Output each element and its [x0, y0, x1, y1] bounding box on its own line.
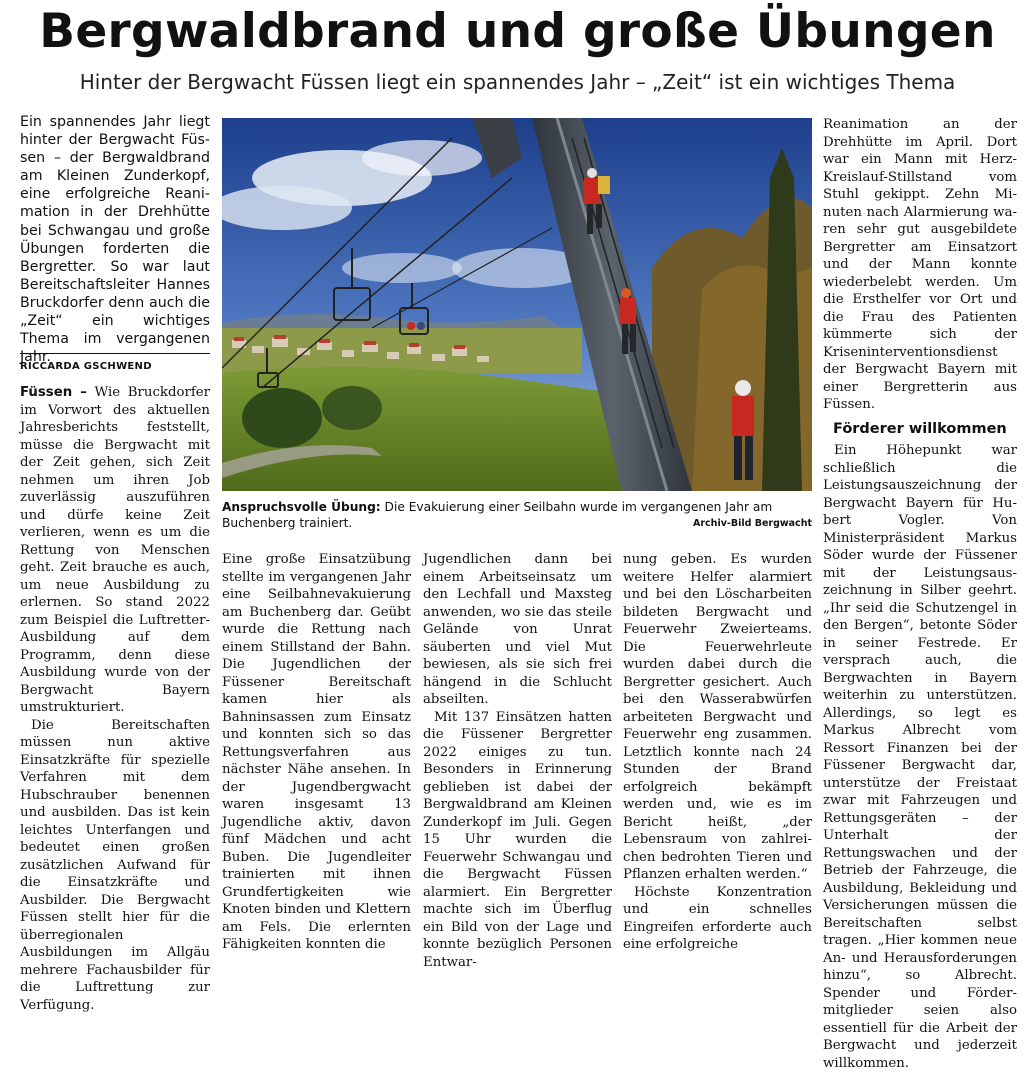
photo-credit: Archiv-Bild Bergwacht — [693, 518, 812, 529]
paragraph: Höchste Konzentration und ein schnelles Eingreifen erforderte auch eine erfolgreiche — [623, 884, 812, 952]
paragraph: Jugendlichen dann bei einem Arbeitseinsatz um den Lechfall und Maxsteg anwenden, wo sie das steile Gelände von Unrat säuberten und viel Mut bewiesen, als sie sich frei hängend in die Schlucht abseilten. — [423, 552, 612, 707]
paragraph: Mit 137 Einsätzen hatten die Füssener Bergretter 2022 einiges zu tun. Besonders in Erinnerung geblieben ist dabei der Bergwaldbrand am Kleinen Zunderkopf im Juli. Gegen 15 Uhr wurden die Feuerwehr Schwangau und die Bergwacht Füssen alarmiert. Ein Bergretter machte sich im Überflug ein Bild von der Lage und konnte bezüglich Personen Entwar- — [423, 709, 612, 970]
paragraph: nung geben. Es wurden weitere Helfer alarmiert und bei den Löscharbeiten bildeten Bergwacht und Feuerwehr Zweierteams. Die Feuerwehrleute wurden dabei durch die Bergretter gesichert. Auch bei den Wasserabwürfen arbeiteten Bergwacht und Feuerwehr eng zusammen. Letztlich konnte nach 24 Stunden der Brand erfolgreich bekämpft werden und, wie es im Bericht heißt, „der Lebensraum von zahlreichen bedrohten Tieren und Pflanzen erhalten werden.“ — [623, 552, 812, 882]
article-photo — [222, 118, 812, 491]
paragraph: Reanimation an der Drehhütte im April. Dort war ein Mann mit Herz-Kreislauf-Stillstand vom Stuhl gekippt. Zehn Minuten nach Alarmierung waren sehr gut ausgebildete Bergretter am Einsatzort und der Mann konnte wiederbelebt werden. Um die Ersthelfer vor Ort und die Frau des Patienten kümmerte sich der Kriseninterventionsdienst der Bergwacht Bayern mit einer Bergretterin aus Füssen. — [823, 117, 1017, 412]
section-subheading: Förderer willkommen — [833, 420, 1007, 437]
caption-text: Die Evakuierung einer Seilbahn wurde im vergangenen Jahr am Buchenberg trainiert. — [222, 500, 773, 530]
lead-paragraph: Ein spannendes Jahr liegt hinter der Bergwacht Füssen – der Bergwaldbrand am Kleinen Zunderkopf, eine erfolgreiche Reanimation in der Drehhütte bei Schwangau und große Übungen forderten die Bergretter. So war laut Bereitschaftsleiter Hannes Bruckdorfer denn auch die „Zeit“ ein wichtiges Thema im vergangenen Jahr. — [20, 114, 210, 366]
subheadline: Hinter der Bergwacht Füssen liegt ein spannendes Jahr – „Zeit“ ist ein wichtiges Thema — [79, 70, 956, 94]
article-column-1 — [20, 384, 210, 1014]
author-divider — [20, 353, 210, 354]
author-byline: RICCARDA GSCHWEND — [20, 361, 152, 372]
article-column-3 — [423, 551, 612, 971]
chairlift-rescue-photo — [222, 118, 812, 491]
article-column-5 — [823, 116, 1017, 1072]
paragraph: Die Bereitschaften müssen nun aktive Einsatzkräfte für spezielle Verfahren mit dem Hubschrauber benennen und ausbilden. Das ist kein leichtes Unterfangen und bedeutet einen großen zusätzlichen Aufwand für die Einsatzkräfte und Ausbilder. Die Bergwacht Füssen stellt hier für die überregionalen Ausbildungen im Allgäu mehrere Fachausbilder für die Luftrettung zur Verfügung. — [20, 717, 210, 1013]
headline: Bergwaldbrand und große Übungen — [39, 4, 996, 59]
article-column-4 — [623, 551, 812, 954]
dateline: Füssen – — [20, 385, 87, 400]
paragraph: Eine große Einsatzübung stellte im vergangenen Jahr eine Seilbahnevakuierung am Buchenberg dar. Geübt wurde die Rettung nach einem Stillstand der Bahn. Die Jugendlichen der Füssener Bereitschaft kamen hier als Bahninsassen zum Einsatz und konnten sich so das Rettungsverfahren aus nächster Nähe ansehen. In der Jugendbergwacht waren insgesamt 13 Jugendliche aktiv, davon fünf Mädchen und acht Buben. Die Jugendleiter trainierten mit ihnen Grundfertigkeiten wie Knoten binden und Klettern am Fels. Die erlernten Fähigkeiten konnten die — [222, 552, 411, 952]
paragraph — [20, 384, 210, 717]
paragraph: Ein Höhepunkt war schließlich die Leistungsauszeichnung der Bergwacht Bayern für Hubert Vogler. Von Ministerpräsident Markus Söder wurde der Füssener mit der Leistungsauszeichnung in Silber geehrt. „Ihr seid die Schutzengel in den Bergen“, betonte Söder in seiner Festrede. Er versprach auch, die Bergwachten in Bayern weiterhin zu unterstützen. Allerdings, so legt es Markus Albrecht vom Ressort Finanzen bei der Füssener Bergwacht dar, unterstütze der Freistaat zwar mit Fahrzeugen und Rettungsgeräten – der Unterhalt der Rettungswachen und der Betrieb der Fahrzeuge, die Ausbildung, Bekleidung und Versicherungen müssen die Bereitschaften selbst tragen. „Hier kommen neue An- und Herausforderungen hinzu“, so Albrecht. Spender und Fördermitglieder seien also essentiell für die Arbeit der Bergwacht und jederzeit willkommen. — [823, 443, 1017, 1071]
caption-lead: Anspruchsvolle Übung: — [222, 500, 381, 514]
article-column-2 — [222, 551, 411, 954]
paragraph-text: Wie Bruckdorfer im Vorwort des aktuellen Jahresberichts feststellt, müsse die Bergwacht mit der Zeit gehen, sich Zeit nehmen um ihren Job zuverlässig auszuführen und dürfe keine Zeit verlieren, wenn es um die Rettung von Menschen geht. Zeit brauche es auch, um neue Ausbildung zu erlernen. So stand 2022 zum Beispiel die Luftretter-Ausbildung auf dem Programm, denn diese Ausbildung wurde von der Bergwacht Bayern umstrukturiert. — [20, 385, 210, 715]
